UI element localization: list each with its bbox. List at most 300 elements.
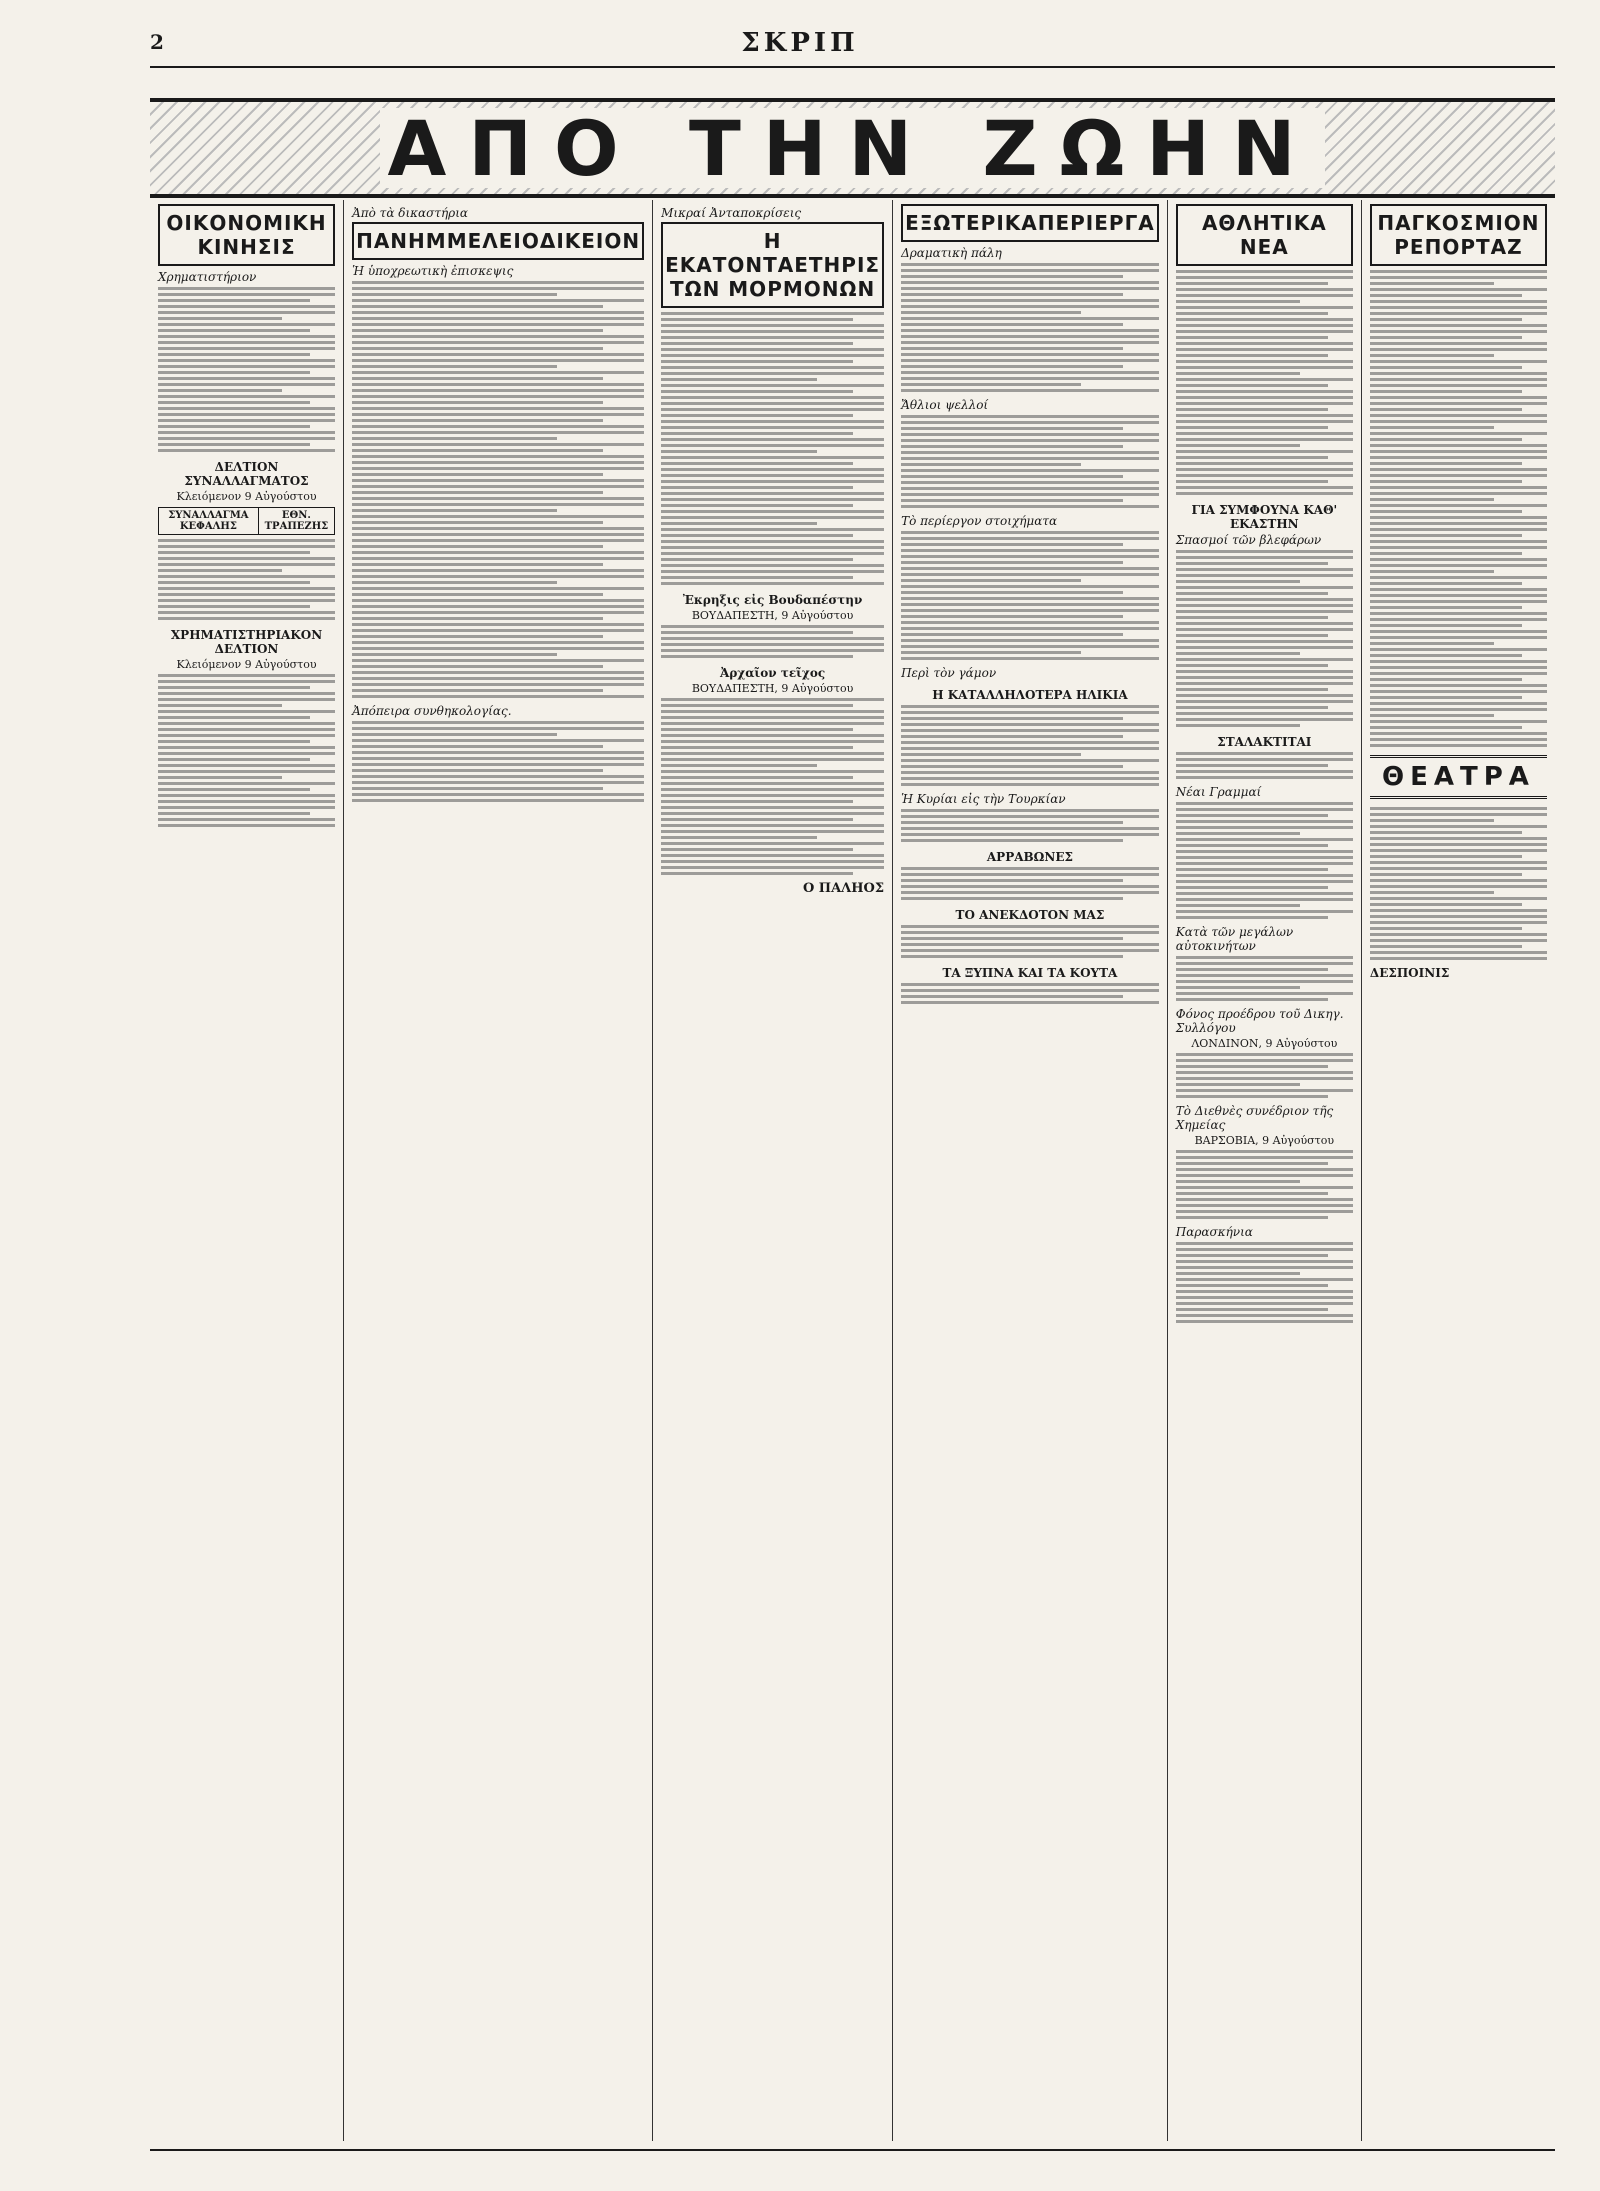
text-line [1370, 939, 1547, 942]
text-line [901, 433, 1159, 436]
text-line [352, 605, 644, 608]
text-line [352, 787, 603, 790]
column-4 [893, 200, 1168, 2141]
text-line [901, 615, 1123, 618]
subhead: Ἡ ὑποχρεωτικὴ ἐπισκεψις [352, 264, 514, 278]
text-line [352, 551, 644, 554]
text-line [158, 587, 335, 590]
text-line [158, 698, 335, 701]
text-line [158, 311, 335, 314]
text-line [661, 836, 817, 839]
text-line [1176, 832, 1300, 835]
text-line [158, 776, 282, 779]
text-line [1176, 1089, 1353, 1092]
text-line [1176, 610, 1353, 613]
text-line [901, 633, 1123, 636]
text-line [158, 449, 335, 452]
text-line [1176, 1180, 1300, 1183]
text-line [352, 769, 603, 772]
text-line [1176, 414, 1353, 417]
text-line [1176, 294, 1353, 297]
text-line [352, 647, 644, 650]
text-line [1370, 450, 1547, 453]
text-line [352, 359, 644, 362]
text-line [352, 575, 644, 578]
text-line [1176, 776, 1353, 779]
text-line [901, 383, 1081, 386]
text-line [1176, 688, 1328, 691]
text-line [901, 717, 1123, 720]
article-columns [150, 200, 1555, 2141]
text-line [1176, 1053, 1353, 1056]
text-line [1370, 468, 1547, 471]
text-line [352, 757, 644, 760]
text-line [661, 456, 884, 459]
text-line [1370, 867, 1547, 870]
text-line [352, 299, 644, 302]
text-line [1176, 844, 1328, 847]
text-line [158, 413, 335, 416]
subhead: Παρασκήνια [1175, 1225, 1253, 1239]
text-line [1176, 1198, 1353, 1201]
article-body [901, 263, 1159, 392]
text-line [661, 468, 884, 471]
article-body [1176, 1150, 1353, 1219]
text-line [158, 746, 335, 749]
text-line [1176, 758, 1353, 761]
text-line [1370, 708, 1547, 711]
text-line [1176, 838, 1353, 841]
text-line [1176, 968, 1328, 971]
text-line [661, 800, 853, 803]
text-line [158, 347, 335, 350]
text-line [158, 383, 335, 386]
headline: ΧΡΗΜΑΤΙΣΤΗΡΙΑΚΟΝ ΔΕΛΤΙΟΝ [170, 628, 323, 656]
text-line [1176, 432, 1353, 435]
text-line [901, 765, 1123, 768]
text-line [1176, 634, 1328, 637]
text-line [1370, 660, 1547, 663]
text-line [1370, 612, 1547, 615]
text-line [901, 723, 1159, 726]
text-line [352, 641, 644, 644]
text-line [352, 781, 644, 784]
text-line [1176, 396, 1353, 399]
text-line [1370, 879, 1547, 882]
text-line [661, 402, 884, 405]
text-line [1176, 1314, 1353, 1317]
text-line [352, 689, 603, 692]
text-line [352, 341, 644, 344]
text-line [352, 449, 603, 452]
text-line [1176, 1284, 1328, 1287]
text-line [661, 522, 817, 525]
text-line [158, 593, 335, 596]
article-body [352, 721, 644, 802]
text-line [661, 432, 853, 435]
text-line [352, 515, 644, 518]
text-line [1176, 898, 1353, 901]
text-line [352, 479, 644, 482]
text-line [1370, 843, 1547, 846]
subhead: Κατὰ τῶν μεγάλων αὐτοκινήτων [1175, 925, 1294, 953]
text-line [1370, 600, 1547, 603]
headline: ΑΡΡΑΒΩΝΕΣ [986, 850, 1073, 864]
text-line [901, 329, 1159, 332]
subhead: Νέαι Γραμμαί [1175, 785, 1262, 799]
text-line [661, 842, 884, 845]
text-line [661, 390, 853, 393]
text-line [1370, 330, 1547, 333]
text-line [1370, 624, 1522, 627]
text-line [901, 427, 1123, 430]
text-line [352, 311, 644, 314]
text-line [901, 741, 1159, 744]
text-line [158, 605, 310, 608]
text-line [1370, 684, 1547, 687]
text-line [1176, 770, 1353, 773]
text-line [901, 833, 1159, 836]
text-line [1370, 270, 1547, 273]
text-line [1370, 582, 1522, 585]
text-line [1176, 1242, 1353, 1245]
text-line [661, 860, 884, 863]
text-line [1176, 980, 1353, 983]
text-line [1370, 702, 1547, 705]
text-line [901, 651, 1081, 654]
text-line [1176, 456, 1328, 459]
subhead: Περὶ τὸν γάμον [901, 666, 997, 680]
text-line [158, 680, 335, 683]
text-line [1176, 402, 1353, 405]
text-line [158, 788, 310, 791]
text-line [661, 504, 853, 507]
text-line [901, 815, 1159, 818]
text-line [1370, 492, 1547, 495]
article-body [901, 983, 1159, 1004]
text-line [901, 931, 1159, 934]
text-line [1176, 1210, 1353, 1213]
text-line [1176, 802, 1353, 805]
text-line [901, 353, 1159, 356]
text-line [1370, 282, 1494, 285]
text-line [1176, 604, 1353, 607]
text-line [1370, 318, 1522, 321]
text-line [158, 686, 310, 689]
text-line [1176, 616, 1328, 619]
text-line [158, 728, 335, 731]
text-line [1370, 354, 1494, 357]
text-line [661, 764, 817, 767]
text-line [352, 623, 644, 626]
text-line [661, 318, 853, 321]
exchange-table [158, 507, 335, 535]
text-line [661, 734, 884, 737]
text-line [158, 401, 310, 404]
text-line [901, 747, 1159, 750]
text-line [1176, 1156, 1353, 1159]
text-line [901, 263, 1159, 266]
text-line [901, 603, 1159, 606]
text-line [1370, 618, 1547, 621]
text-line [901, 323, 1123, 326]
text-line [1370, 480, 1522, 483]
text-line [158, 758, 310, 761]
text-line [1370, 642, 1494, 645]
text-line [901, 293, 1123, 296]
text-line [1176, 366, 1353, 369]
text-line [901, 537, 1159, 540]
text-line [1370, 873, 1522, 876]
article-body [1370, 270, 1547, 747]
text-line [661, 450, 817, 453]
text-line [1176, 880, 1353, 883]
column-5 [1168, 200, 1362, 2141]
text-line [661, 408, 884, 411]
text-line [901, 561, 1123, 564]
text-line [1370, 897, 1547, 900]
text-line [661, 854, 884, 857]
text-line [661, 480, 884, 483]
text-line [1370, 432, 1547, 435]
text-line [1370, 636, 1547, 639]
text-line [352, 563, 603, 566]
text-line [1176, 886, 1328, 889]
text-line [1370, 378, 1547, 381]
article-body [1176, 1053, 1353, 1098]
text-line [352, 335, 644, 338]
text-line [1370, 861, 1547, 864]
text-line [1370, 813, 1547, 816]
text-line [1176, 306, 1353, 309]
text-line [1370, 648, 1547, 651]
text-line [661, 420, 884, 423]
text-line [901, 365, 1123, 368]
text-line [352, 599, 644, 602]
text-line [1176, 724, 1300, 727]
article-body [901, 867, 1159, 900]
text-line [1176, 348, 1353, 351]
text-line [901, 645, 1159, 648]
text-line [1176, 360, 1353, 363]
section-banner-title: ΑΠΟ ΤΗΝ ΖΩΗΝ [380, 108, 1325, 188]
text-line [1370, 564, 1547, 567]
text-line [352, 695, 644, 698]
text-line [1176, 1204, 1353, 1207]
text-line [1176, 1071, 1353, 1074]
text-line [1176, 574, 1353, 577]
text-line [1370, 306, 1547, 309]
text-line [1370, 372, 1547, 375]
text-line [1370, 552, 1522, 555]
article-body [901, 531, 1159, 660]
subhead: Ἡ Κυρίαι εἰς τὴν Τουρκίαν [901, 792, 1066, 806]
text-line [352, 539, 644, 542]
text-line [1176, 1174, 1353, 1177]
text-line [901, 759, 1159, 762]
text-line [661, 710, 884, 713]
text-line [1370, 654, 1522, 657]
text-line [352, 793, 644, 796]
text-line [1176, 438, 1353, 441]
text-line [1176, 628, 1353, 631]
text-line [1370, 402, 1547, 405]
text-line [901, 305, 1159, 308]
article-body [1176, 802, 1353, 919]
text-line [1370, 558, 1547, 561]
text-line [158, 407, 335, 410]
text-line [158, 599, 335, 602]
subhead: Φόνος προέδρου τοῦ Δικηγ. Συλλόγου [1175, 1007, 1344, 1035]
text-line [1370, 957, 1547, 960]
article-body [901, 809, 1159, 842]
text-line [1176, 1302, 1353, 1305]
text-line [1370, 360, 1547, 363]
text-line [661, 830, 884, 833]
text-line [158, 692, 335, 695]
text-line [661, 492, 884, 495]
text-line [1176, 354, 1328, 357]
text-line [352, 763, 644, 766]
text-line [901, 943, 1159, 946]
text-line [1176, 700, 1353, 703]
text-line [661, 378, 817, 381]
text-line [661, 486, 853, 489]
text-line [901, 1001, 1159, 1004]
text-line [1176, 664, 1328, 667]
text-line [1176, 646, 1353, 649]
text-line [1176, 468, 1353, 471]
text-line [352, 497, 644, 500]
text-line [661, 722, 884, 725]
text-line [1370, 414, 1547, 417]
text-line [901, 839, 1123, 842]
text-line [901, 269, 1159, 272]
text-line [1370, 444, 1547, 447]
text-line [901, 937, 1123, 940]
text-line [661, 698, 884, 701]
text-line [1176, 892, 1353, 895]
text-line [661, 360, 853, 363]
text-line [352, 739, 644, 742]
text-line [901, 389, 1159, 392]
text-line [352, 353, 644, 356]
text-line [901, 463, 1081, 466]
text-line [1370, 348, 1547, 351]
text-line [158, 389, 282, 392]
text-line [1176, 492, 1353, 495]
text-line [158, 581, 310, 584]
text-line [661, 637, 884, 640]
text-line [661, 794, 884, 797]
text-line [901, 867, 1159, 870]
text-line [1176, 706, 1328, 709]
text-line [1176, 450, 1353, 453]
text-line [1176, 1308, 1328, 1311]
text-line [158, 293, 335, 296]
text-line [901, 287, 1159, 290]
text-line [661, 438, 884, 441]
text-line [661, 384, 884, 387]
text-line [1370, 474, 1547, 477]
text-line [661, 625, 884, 628]
text-line [1370, 534, 1522, 537]
text-line [901, 445, 1123, 448]
text-line [1370, 342, 1547, 345]
text-line [158, 569, 282, 572]
text-line [1370, 384, 1547, 387]
column-1 [150, 200, 344, 2141]
text-line [1176, 992, 1353, 995]
text-line [1370, 951, 1547, 954]
text-line [158, 770, 335, 773]
text-line [1370, 915, 1547, 918]
text-line [661, 462, 853, 465]
text-line [661, 848, 853, 851]
text-line [1370, 927, 1522, 930]
text-line [352, 775, 644, 778]
text-line [352, 377, 603, 380]
text-line [352, 413, 644, 416]
text-line [1176, 1272, 1300, 1275]
text-line [1176, 916, 1328, 919]
text-line [1176, 592, 1328, 595]
text-line [1176, 1260, 1353, 1263]
text-line [661, 426, 884, 429]
text-line [158, 419, 335, 422]
text-line [352, 721, 644, 724]
text-line [1176, 826, 1353, 829]
text-line [1176, 1254, 1328, 1257]
text-line [158, 800, 335, 803]
text-line [352, 751, 644, 754]
text-line [1370, 540, 1547, 543]
text-line [1176, 580, 1300, 583]
text-line [1176, 658, 1353, 661]
text-line [352, 581, 556, 584]
text-line [661, 516, 884, 519]
text-line [352, 617, 603, 620]
text-line [158, 740, 310, 743]
text-line [901, 421, 1159, 424]
text-line [1176, 670, 1353, 673]
text-line [661, 655, 853, 658]
text-line [901, 371, 1159, 374]
text-line [661, 740, 884, 743]
text-line [661, 354, 884, 357]
text-line [1176, 288, 1353, 291]
text-line [352, 503, 644, 506]
text-line [901, 735, 1123, 738]
text-line [158, 305, 335, 308]
text-line [1176, 904, 1300, 907]
text-line [1176, 408, 1328, 411]
text-line [352, 401, 603, 404]
text-line [661, 872, 853, 875]
text-line [1176, 426, 1328, 429]
text-line [1370, 891, 1494, 894]
text-line [901, 597, 1159, 600]
text-line [1176, 384, 1328, 387]
article-body [1176, 270, 1353, 495]
text-line [352, 727, 644, 730]
text-line [901, 543, 1123, 546]
text-line [352, 395, 644, 398]
text-line [158, 317, 282, 320]
text-line [661, 818, 853, 821]
text-line [1370, 294, 1522, 297]
text-line [1176, 694, 1353, 697]
